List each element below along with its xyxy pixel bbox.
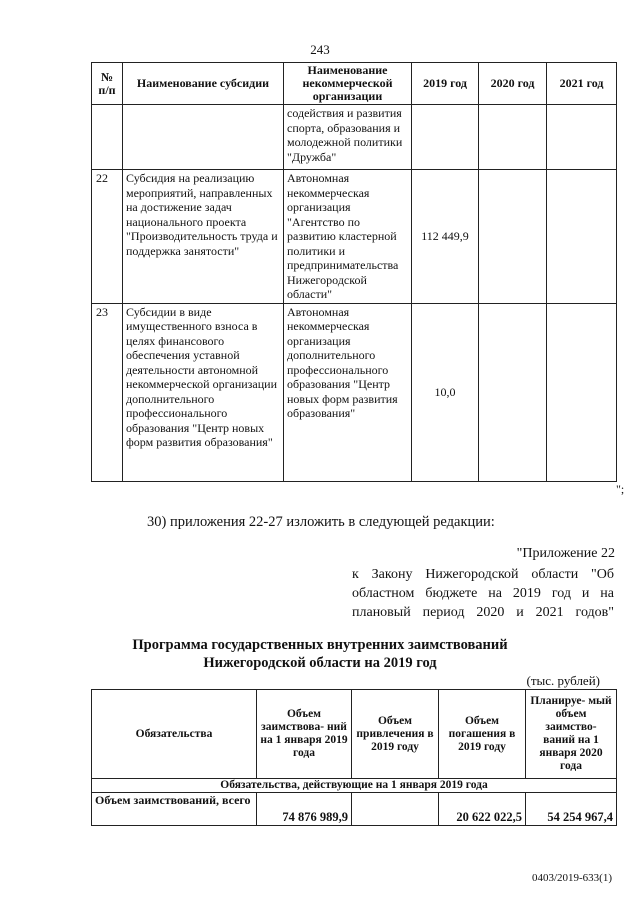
borrowing-table-header [92,690,617,779]
table-row [92,170,617,304]
page-number: 243 [310,42,330,57]
row-num [92,105,123,170]
header-2021: 2021 год [547,63,617,105]
row-organization: содействия и развития спорта, образования и молодежной политики "Дружба" [284,105,412,170]
header-attraction: Объем привлечения в 2019 году [352,690,439,779]
row-2019: 112 449,9 [412,170,479,304]
row-2021 [547,303,617,481]
row-subsidy: Субсидия на реализацию мероприятий, направленных на достижение задач национального проекта "Производительность труда и поддержка занятости" [123,170,284,304]
row-organization: Автономная некоммерческая организация дополнительного профессионального образования "Центр новых форм развития образования" [284,303,412,481]
appendix-ref-line: областном бюджете на 2019 год и на [352,586,614,601]
row-attraction [352,793,439,826]
row-organization: Автономная некоммерческая организация "Агентство по развитию кластерной политики и предпринимательства Нижегородской области" [284,170,412,304]
appendix-ref-line: к Закону Нижегородской области "Об [352,567,614,582]
section-title: Обязательства, действующие на 1 января 2019 года [92,779,617,793]
program-title-line: Нижегородской области на 2019 год [203,655,437,671]
header-subsidy: Наименование субсидии [123,63,284,105]
row-2020 [479,303,547,481]
closing-quote-mark: "; [616,482,625,496]
table-row [92,793,617,826]
row-2020 [479,105,547,170]
row-subsidy [123,105,284,170]
row-2019 [412,105,479,170]
program-title-line: Программа государственных внутренних заимствований [132,637,508,653]
program-title [100,636,540,672]
header-num: № п/п [92,63,123,105]
header-2019: 2019 год [412,63,479,105]
appendix-reference [352,565,614,622]
header-jan-2020: Планируе- мый объем заимство- ваний на 1 января 2020 года [526,690,617,779]
subsidy-table [91,62,617,482]
amendment-paragraph: 30) приложения 22-27 изложить в следующей редакции: [147,514,495,530]
appendix-ref-line: плановый период 2020 и 2021 годов" [352,605,614,620]
table-row [92,303,617,481]
header-repayment: Объем погашения в 2019 году [439,690,526,779]
row-2021 [547,105,617,170]
row-subsidy: Субсидии в виде имущественного взноса в целях финансового обеспечения уставной деятельности автономной некоммерческой организации дополнительного профессионального образования "Центр новых форм развития образования" [123,303,284,481]
row-label: Объем заимствований, всего [92,793,257,826]
row-jan-2020: 54 254 967,4 [526,793,617,826]
document-code: 0403/2019-633(1) [531,872,612,884]
header-organization: Наименование некоммерческой организации [284,63,412,105]
row-jan-2019: 74 876 989,9 [257,793,352,826]
section-row [92,779,617,793]
header-2020: 2020 год [479,63,547,105]
table-row [92,105,617,170]
row-2021 [547,170,617,304]
subsidy-table-header [92,63,617,105]
row-num: 22 [92,170,123,304]
header-jan-2019: Объем заимствова- ний на 1 января 2019 года [257,690,352,779]
row-2019: 10,0 [412,303,479,481]
row-2020 [479,170,547,304]
appendix-title: "Приложение 22 [516,546,615,561]
units-label: (тыс. рублей) [526,673,600,688]
row-num: 23 [92,303,123,481]
borrowing-table [91,689,617,826]
row-repayment: 20 622 022,5 [439,793,526,826]
header-obligations: Обязательства [92,690,257,779]
